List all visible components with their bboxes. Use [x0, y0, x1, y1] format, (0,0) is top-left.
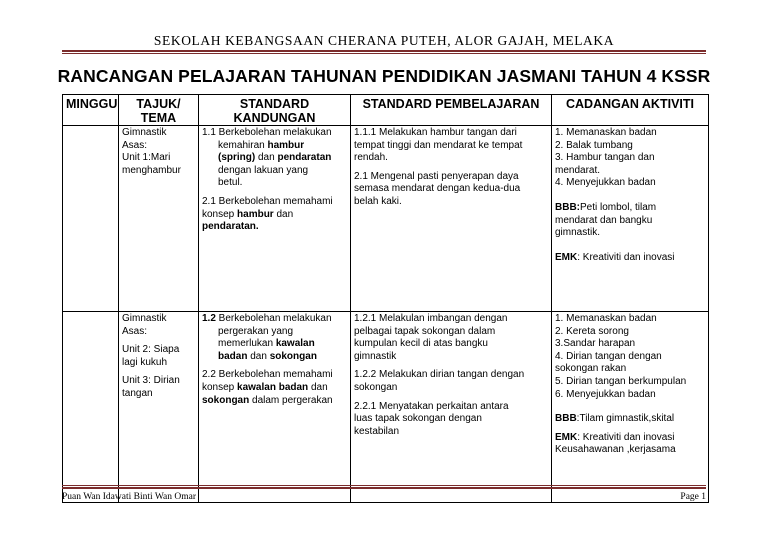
emk-text: Keusahawanan ,kerjasama	[555, 444, 676, 456]
cell-cadangan-aktiviti	[552, 312, 709, 503]
tajuk-line: Unit 1:Mari	[122, 152, 171, 164]
sp-text: 1.1.1 Melakukan hambur tangan dari	[354, 127, 517, 138]
header-tajuk-line1: TAJUK/	[136, 97, 181, 111]
sk-text: 1.2 Berkebolehan melakukan	[202, 313, 332, 324]
sk-text: pergerakan yang	[218, 325, 294, 337]
sk-text: 2.2 Berkebolehan memahami	[202, 369, 333, 381]
aktiviti-item: 2. Balak tumbang	[555, 139, 633, 151]
sp-text: tempat tinggi dan mendarat ke tempat	[354, 139, 523, 151]
cell-minggu	[63, 312, 119, 503]
document-title: RANCANGAN PELAJARAN TAHUNAN PENDIDIKAN JASMANI TAHUN 4 KSSR	[57, 66, 711, 86]
footer-rule-thin	[62, 485, 706, 486]
emk-text: EMK: Kreativiti dan inovasi	[555, 251, 675, 263]
header-sk-line2: KANDUNGAN	[233, 111, 316, 125]
sk-text: sokongan dalam pergerakan	[202, 394, 333, 406]
sk-text: dengan lakuan yang	[218, 164, 309, 176]
sp-text: rendah.	[354, 152, 388, 164]
tajuk-line: lagi kukuh	[122, 356, 168, 368]
header-cadangan-aktiviti: CADANGAN AKTIVITI	[552, 95, 709, 126]
bbb-text: BBB:Tilam gimnastik,skital	[555, 413, 675, 425]
header-rule	[62, 50, 706, 52]
aktiviti-item: sokongan rakan	[555, 363, 627, 375]
header-rule-thin	[62, 53, 706, 54]
aktiviti-item: 2. Kereta sorong	[555, 325, 629, 337]
sk-text: pendaratan.	[202, 221, 259, 233]
aktiviti-item: 4. Menyejukkan badan	[555, 177, 656, 189]
table-row	[63, 312, 709, 503]
sp-text: pelbagai tapak sokongan dalam	[354, 325, 496, 337]
sk-text: kemahiran hambur	[218, 139, 305, 151]
footer-author: Puan Wan Idawati Binti Wan Omar	[62, 492, 196, 502]
aktiviti-item: 3.Sandar harapan	[555, 338, 636, 350]
lesson-plan-table	[62, 94, 709, 503]
emk-text: EMK: Kreativiti dan inovasi	[555, 431, 675, 443]
sk-text: 2.1 Berkebolehan memahami	[202, 195, 333, 207]
sp-text: luas tapak sokongan dengan	[354, 413, 482, 425]
sp-text: kestabilan	[354, 425, 400, 437]
cell-minggu	[63, 126, 119, 312]
aktiviti-item: 1. Memanaskan badan	[555, 127, 657, 138]
cell-standard-pembelajaran	[351, 126, 552, 312]
header-tajuk	[119, 95, 199, 126]
sk-text: konsep hambur dan	[202, 208, 294, 220]
sk-text: badan dan sokongan	[218, 350, 317, 362]
bbb-text: BBB:Peti lombol, tilam	[555, 201, 657, 213]
cell-tajuk	[119, 312, 199, 503]
aktiviti-item: 1. Memanaskan badan	[555, 313, 657, 324]
tajuk-line: menghambur	[122, 164, 181, 176]
sp-text: belah kaki.	[354, 195, 402, 207]
header-standard-kandungan	[199, 95, 351, 126]
aktiviti-item: 4. Dirian tangan dengan	[555, 350, 662, 362]
bbb-text: gimnastik.	[555, 227, 601, 239]
aktiviti-item: 6. Menyejukkan badan	[555, 388, 656, 400]
cell-standard-kandungan	[199, 312, 351, 503]
tajuk-line: Asas:	[122, 139, 148, 151]
sk-text: betul.	[218, 177, 243, 189]
aktiviti-item: 5. Dirian tangan berkumpulan	[555, 375, 687, 387]
tajuk-line: Gimnastik	[122, 127, 167, 138]
sp-text: 1.2.2 Melakukan dirian tangan dengan	[354, 369, 525, 381]
sk-text: konsep kawalan badan dan	[202, 381, 328, 393]
aktiviti-item: mendarat.	[555, 164, 601, 176]
tajuk-line: tangan	[122, 387, 153, 399]
sp-text: 2.1 Mengenal pasti penyerapan daya	[354, 170, 519, 182]
sk-text: memerlukan kawalan	[218, 338, 315, 350]
sp-text: gimnastik	[354, 350, 397, 362]
tajuk-line: Unit 3: Dirian	[122, 375, 180, 387]
tajuk-line: Unit 2: Siapa	[122, 344, 180, 356]
sp-text: 1.2.1 Melakulan imbangan dengan	[354, 313, 508, 324]
cell-tajuk	[119, 126, 199, 312]
footer-rule	[62, 487, 706, 489]
header-standard-pembelajaran: STANDARD PEMBELAJARAN	[351, 95, 552, 126]
sp-text: semasa mendarat dengan kedua-dua	[354, 183, 521, 195]
table-header-row	[63, 95, 709, 126]
sp-text: sokongan	[354, 381, 398, 393]
sp-text: 2.2.1 Menyatakan perkaitan antara	[354, 400, 509, 412]
header-sk-line1: STANDARD	[239, 97, 310, 111]
school-name: SEKOLAH KEBANGSAAN CHERANA PUTEH, ALOR GAJAH, MELAKA	[153, 33, 615, 48]
sk-text: (spring) dan pendaratan	[218, 152, 332, 164]
page-number: Page 1	[680, 492, 706, 502]
bbb-text: mendarat dan bangku	[555, 214, 653, 226]
table-row	[63, 126, 709, 312]
header-minggu: MINGGU	[63, 95, 119, 126]
sk-text: 1.1 Berkebolehan melakukan	[202, 127, 332, 138]
header-tajuk-line2: TEMA	[140, 111, 177, 125]
tajuk-line: Gimnastik	[122, 313, 167, 324]
aktiviti-item: 3. Hambur tangan dan	[555, 152, 655, 164]
tajuk-line: Asas:	[122, 325, 148, 337]
cell-cadangan-aktiviti	[552, 126, 709, 312]
cell-standard-pembelajaran	[351, 312, 552, 503]
cell-standard-kandungan	[199, 126, 351, 312]
sp-text: kumpulan kecil di atas bangku	[354, 338, 488, 350]
